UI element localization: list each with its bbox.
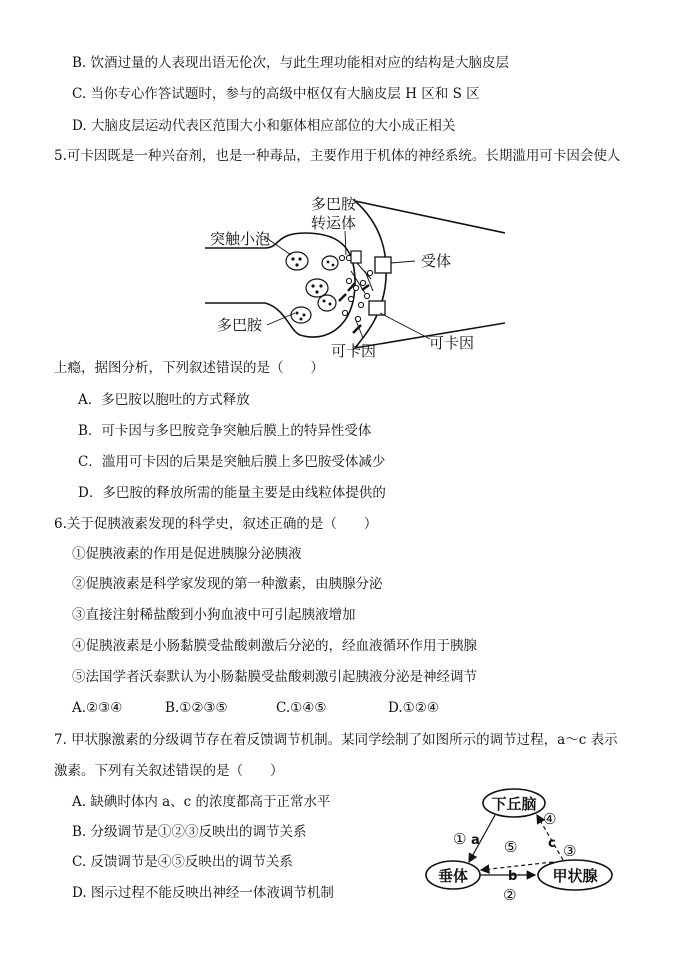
label-cocaine-right: 可卡因 — [429, 334, 475, 352]
q6-item-2: ②促胰液素是科学家发现的第一种激素，由胰腺分泌 — [72, 576, 383, 592]
pituitary-label: 垂体 — [437, 867, 469, 885]
q6-item-1: ①促胰液素的作用是促进胰腺分泌胰液 — [72, 546, 302, 562]
q7-option-b: B. 分级调节是①②③反映出的调节关系 — [72, 824, 307, 840]
label-b: b — [508, 869, 518, 884]
q7-option-c: C. 反馈调节是④⑤反映出的调节关系 — [72, 854, 293, 870]
q7-stem-line2: 激素。下列有关叙述错误的是（ ） — [54, 763, 284, 779]
vesicle — [291, 307, 311, 323]
synapse-figure — [205, 193, 505, 360]
synaptic-vesicles — [286, 252, 338, 323]
postsynaptic-membrane — [355, 201, 505, 348]
label-n3: ③ — [563, 842, 577, 860]
label-n4: ④ — [543, 810, 557, 828]
label-n5: ⑤ — [504, 838, 518, 856]
q6-item-3: ③直接注射稀盐酸到小狗血液中可引起胰液增加 — [72, 607, 356, 623]
label-n1: ① — [453, 830, 467, 848]
q6-item-4: ④促胰液素是小肠黏膜受盐酸刺激后分泌的，经血液循环作用于胰腺 — [72, 638, 477, 654]
q7-stem-line1: 7. 甲状腺激素的分级调节存在着反馈调节机制。某同学绘制了如图所示的调节过程，a～c 表示 — [54, 732, 618, 748]
q6-choice-d: D.①②④ — [388, 700, 439, 716]
hypothalamus-label: 下丘脑 — [491, 795, 537, 813]
q5-stem-line2: 上瘾，据图分析，下列叙述错误的是（ ） — [54, 360, 324, 376]
q5-option-a: A．多巴胺以胞吐的方式释放 — [78, 392, 250, 408]
dopamine-molecules — [339, 255, 372, 321]
q6-stem: 6.关于促胰液素发现的科学史，叙述正确的是（ ） — [54, 516, 378, 532]
q6-item-5: ⑤法国学者沃泰默认为小肠黏膜受盐酸刺激引起胰液分泌是神经调节 — [72, 669, 477, 685]
synapse-diagram — [205, 193, 505, 360]
q5-option-d: D．多巴胺的释放所需的能量主要是由线粒体提供的 — [78, 485, 386, 501]
q5-option-b: B．可卡因与多巴胺竞争突触后膜上的特异性受体 — [78, 423, 372, 439]
label-n2: ② — [503, 886, 517, 904]
thyroid-label: 甲状腺 — [552, 867, 598, 885]
label-c: c — [548, 836, 556, 851]
label-dopamine: 多巴胺 — [217, 316, 263, 334]
q4-option-d: D. 大脑皮层运动代表区范围大小和躯体相应部位的大小成正相关 — [72, 118, 456, 134]
thyroid-regulation-figure — [425, 786, 625, 904]
q6-choice-c: C.①④⑤ — [276, 700, 327, 716]
vesicle — [318, 295, 336, 311]
vesicle — [286, 252, 308, 270]
dopamine-transporter — [351, 251, 361, 263]
thyroid-regulation-diagram — [425, 786, 625, 904]
label-transporter-line1: 多巴胺 — [311, 195, 357, 213]
label-a: a — [471, 833, 480, 848]
q4-option-b: B. 饮酒过量的人表现出语无伦次，与此生理功能相对应的结构是大脑皮层 — [72, 55, 510, 71]
label-cocaine-left: 可卡因 — [331, 342, 377, 360]
q5-option-c: C．滥用可卡因的后果是突触后膜上多巴胺受体减少 — [78, 454, 386, 470]
q7-option-a: A. 缺碘时体内 a、c 的浓度都高于正常水平 — [72, 794, 331, 810]
q5-stem-line1: 5.可卡因既是一种兴奋剂，也是一种毒品，主要作用于机体的神经系统。长期滥用可卡因会使人 — [54, 148, 621, 164]
label-receptor: 受体 — [421, 252, 452, 270]
q4-option-c: C. 当你专心作答试题时，参与的高级中枢仅有大脑皮层 H 区和 S 区 — [72, 86, 480, 102]
q6-choice-a: A.②③④ — [72, 700, 123, 716]
q6-choice-b: B.①②③⑤ — [165, 700, 228, 716]
label-transporter-line2: 转运体 — [311, 214, 357, 232]
vesicle — [322, 256, 338, 270]
dopamine-receptor — [369, 301, 385, 315]
vesicle — [306, 279, 328, 297]
label-synaptic-vesicle: 突触小泡 — [210, 230, 271, 248]
dopamine-receptor — [375, 257, 391, 273]
q7-option-d: D. 图示过程不能反映出神经一体液调节机制 — [72, 885, 334, 901]
